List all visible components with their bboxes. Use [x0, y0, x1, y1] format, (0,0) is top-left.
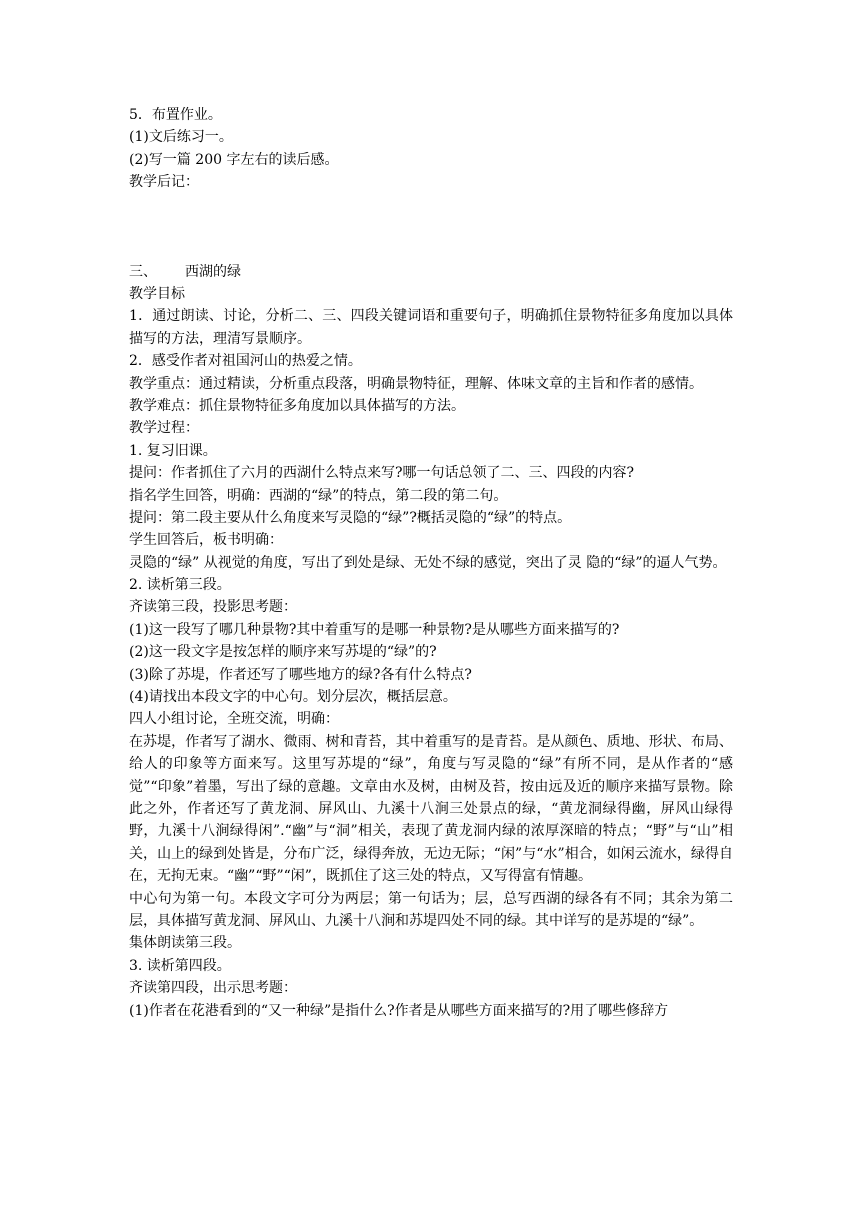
goal-1: 1．通过朗读、讨论，分析二、三、四段关键词语和重要句子，明确抓住景物特征多角度加以具体描写的方法，理清写景顺序。	[129, 308, 733, 347]
step-3-question-1: (1)作者在花港看到的“又一种绿”是指什么?作者是从哪些方面来描写的?用了哪些修辞方	[129, 1002, 669, 1019]
homework-item-2: (2)写一篇 200 字左右的读后感。	[129, 151, 339, 168]
homework-item-1: (1)文后练习一。	[129, 129, 233, 146]
answer-2-intro: 学生回答后，板书明确：	[129, 532, 283, 549]
step-2-question-3: (3)除了苏堤，作者还写了哪些地方的绿?各有什么特点?	[129, 666, 472, 683]
step-2-question-4: (4)请找出本段文字的中心句。划分层次，概括层意。	[129, 689, 457, 706]
step-2-question-2: (2)这一段文字是按怎样的顺序来写苏堤的“绿”的?	[129, 644, 437, 661]
step-2-question-1: (1)这一段写了哪几种景物?其中着重写的是哪一种景物?是从哪些方面来描写的?	[129, 621, 620, 638]
step-2-answer: 在苏堤，作者写了湖水、微雨、树和青苔，其中着重写的是青苔。是从颜色、质地、形状、布局、给人的印象等方面来写。这里写苏堤的“绿”，角度与写灵隐的“绿”有所不同，是从作者的“感觉”“印象”着墨，写出了绿的意趣。文章由水及树，由树及苔，按由远及近的顺序来描写景物。除此之外，作者还写了黄龙洞、屏风山、九溪十八涧三处景点的绿，“黄龙洞绿得幽，屏风山绿得野，九溪十八涧绿得闲”.“幽”与“洞”相关，表现了黄龙洞内绿的浓厚深暗的特点；“野”与“山”相关，山上的绿到处皆是，分布广泛，绿得奔放，无边无际；“闲”与“水”相合，如闲云流水，绿得自在，无拘无束。“幽”“野”“闲”，既抓住了这三处的特点，又写得富有情趣。	[129, 733, 733, 885]
lesson-title: 西湖的绿	[185, 263, 241, 280]
teaching-notes-label: 教学后记：	[129, 174, 199, 191]
step-2: 2. 读析第三段。	[129, 577, 231, 594]
step-2-intro: 齐读第三段，投影思考题：	[129, 599, 297, 616]
goal-2: 2．感受作者对祖国河山的热爱之情。	[129, 353, 362, 370]
step-3: 3. 读析第四段。	[129, 957, 231, 974]
key-point: 教学重点：通过精读，分析重点段落，明确景物特征，理解、体味文章的主旨和作者的感情。	[129, 375, 703, 392]
answer-1: 指名学生回答，明确：西湖的“绿”的特点，第二段的第二句。	[129, 487, 508, 504]
step-3-intro: 齐读第四段，出示思考题：	[129, 980, 297, 997]
answer-2: 灵隐的“绿” 从视觉的角度，写出了到处是绿、无处不绿的感觉，突出了灵 隐的“绿”的逼人气势。	[129, 554, 727, 571]
difficulty: 教学难点：抓住景物特征多角度加以具体描写的方法。	[129, 397, 465, 414]
step-2-group-reading: 集体朗读第三段。	[129, 935, 241, 952]
section-spacer	[129, 194, 733, 261]
step-2-discussion: 四人小组讨论，全班交流，明确：	[129, 711, 339, 728]
question-1: 提问：作者抓住了六月的西湖什么特点来写?哪一句话总领了二、三、四段的内容?	[129, 465, 635, 482]
step-1: 1. 复习旧课。	[129, 442, 217, 459]
document-page	[129, 104, 733, 1022]
lesson-number: 三、	[129, 263, 157, 280]
process-heading: 教学过程：	[129, 420, 199, 437]
question-2: 提问：第二段主要从什么角度来写灵隐的“绿”?概括灵隐的“绿”的特点。	[129, 509, 572, 526]
assign-homework-item: 5．布置作业。	[129, 107, 222, 123]
goals-heading: 教学目标	[129, 285, 185, 302]
lesson-heading	[129, 261, 733, 283]
step-2-center-sentence: 中心句为第一句。本段文字可分为两层；第一句话为；层，总写西湖的绿各有不同；其余为第二层，具体描写黄龙洞、屏风山、九溪十八涧和苏堤四处不同的绿。其中详写的是苏堤的“绿”。	[129, 890, 733, 930]
